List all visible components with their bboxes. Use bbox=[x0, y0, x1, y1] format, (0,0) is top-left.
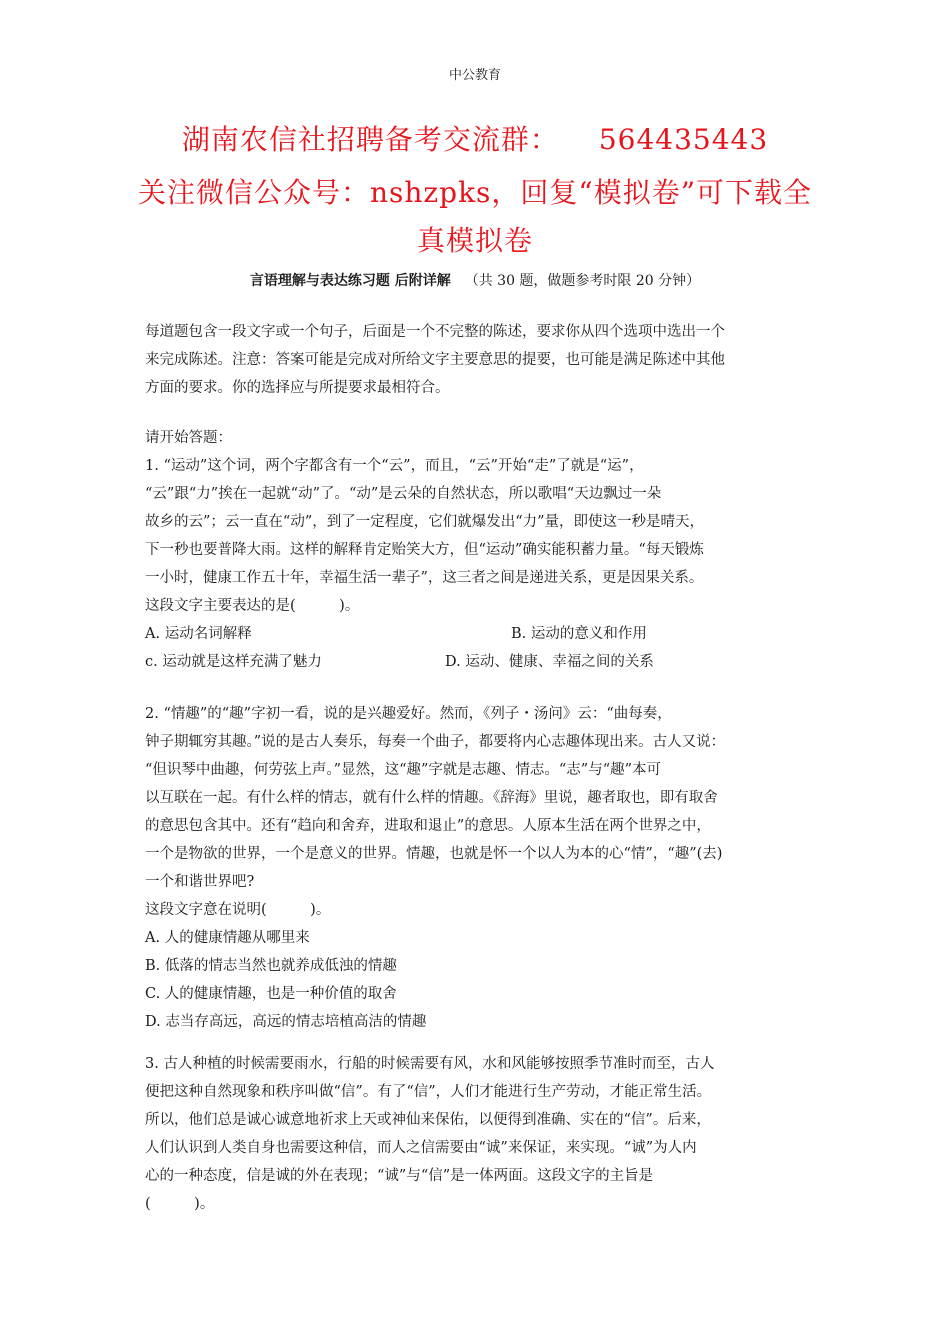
question-stem: 这段文字意在说明( )。 bbox=[145, 902, 331, 918]
question-line: 心的一种态度，信是诚的外在表现；“诚”与“信”是一体两面。这段文字的主旨是 bbox=[145, 1168, 654, 1184]
option-b: B. 低落的情志当然也就养成低浊的情趣 bbox=[145, 958, 397, 974]
options-row bbox=[145, 620, 815, 648]
options-row bbox=[145, 648, 815, 676]
option-c: C. 人的健康情趣，也是一种价值的取舍 bbox=[145, 986, 397, 1002]
start-prompt: 请开始答题： bbox=[145, 430, 232, 446]
question-line: 2. “情趣”的“趣”字初一看，说的是兴趣爱好。然而，《列子・汤问》云：“曲每奏， bbox=[145, 706, 672, 722]
question-stem: 这段文字主要表达的是( )。 bbox=[145, 598, 360, 614]
question-line: 所以，他们总是诚心诚意地祈求上天或神仙来保佑，以便得到准确、实在的“信”。后来， bbox=[145, 1112, 711, 1128]
exercise-subtitle bbox=[0, 270, 950, 290]
banner-mock-paper-line: 真模拟卷 bbox=[416, 224, 533, 257]
question-1 bbox=[145, 424, 815, 676]
option-d: D. 志当存高远，高远的情志培植高洁的情趣 bbox=[145, 1014, 427, 1030]
option-a: A. 人的健康情趣从哪里来 bbox=[145, 930, 310, 946]
question-3 bbox=[145, 1050, 815, 1218]
question-2 bbox=[145, 700, 815, 1036]
question-line: 人们认识到人类自身也需要这种信，而人之信需要由“诚”来保证，来实现。“诚”为人内 bbox=[145, 1140, 697, 1156]
question-line: 1. “运动”这个词，两个字都含有一个“云”，而且，“云”开始“走”了就是“运”， bbox=[145, 458, 644, 474]
question-line: 以互联在一起。有什么样的情志，就有什么样的情趣。《辞海》里说，趣者取也，即有取舍 bbox=[145, 790, 718, 806]
instruction-line: 方面的要求。你的选择应与所提要求最相符合。 bbox=[145, 380, 450, 396]
banner-wechat-line: 关注微信公众号：nshzpks，回复“模拟卷”可下载全 bbox=[137, 176, 813, 209]
question-line: 的意思包含其中。还有“趋向和舍弃，进取和退止”的意思。人原本生活在两个世界之中， bbox=[145, 818, 711, 834]
question-line: 故乡的云”；云一直在“动”，到了一定程度，它们就爆发出“力”量，即使这一秒是晴天， bbox=[145, 514, 705, 530]
banner-group-text: 湖南农信社招聘备考交流群： bbox=[181, 123, 559, 156]
question-line: 下一秒也要普降大雨。这样的解释肯定贻笑大方，但“运动”确实能积蓄力量。“每天锻炼 bbox=[145, 542, 704, 558]
question-line: 便把这种自然现象和秩序叫做“信”。有了“信”，人们才能进行生产劳动，才能正常生活。 bbox=[145, 1084, 712, 1100]
question-line: 一个是物欲的世界，一个是意义的世界。情趣，也就是怀一个以人为本的心“情”，“趣”(去) bbox=[145, 846, 723, 862]
question-line: “但识琴中曲趣，何劳弦上声。”显然，这“趣”字就是志趣、情志。“志”与“趣”本可 bbox=[145, 762, 662, 778]
question-stem: ( )。 bbox=[145, 1196, 215, 1212]
instruction-line: 来完成陈述。注意：答案可能是完成对所给文字主要意思的提要，也可能是满足陈述中其他 bbox=[145, 352, 725, 368]
instruction-line: 每道题包含一段文字或一个句子，后面是一个不完整的陈述，要求你从四个选项中选出一个 bbox=[145, 324, 725, 340]
exercise-title: 言语理解与表达练习题 后附详解 bbox=[249, 273, 451, 289]
page-header: 中公教育 bbox=[448, 68, 501, 83]
option-a: A. 运动名词解释 bbox=[145, 626, 252, 642]
option-b: B. 运动的意义和作用 bbox=[511, 626, 647, 642]
exercise-time-note: （共 30 题，做题参考时限 20 分钟） bbox=[464, 273, 701, 289]
option-c: c. 运动就是这样充满了魅力 bbox=[145, 654, 322, 670]
option-d: D. 运动、健康、幸福之间的关系 bbox=[445, 654, 654, 670]
question-line: 一个和谐世界吧? bbox=[145, 874, 255, 890]
question-line: 一小时，健康工作五十年，幸福生活一辈子”，这三者之间是递进关系，更是因果关系。 bbox=[145, 570, 704, 586]
banner-group-number: 564435443 bbox=[598, 123, 769, 156]
question-line: “云”跟“力”挨在一起就“动”了。“动”是云朵的自然状态，所以歌唱“天边飘过一朵 bbox=[145, 486, 662, 502]
recruit-group-banner bbox=[120, 113, 830, 167]
question-line: 3. 古人种植的时候需要雨水，行船的时候需要有风，水和风能够按照季节准时而至，古人 bbox=[145, 1056, 715, 1072]
question-line: 钟子期辄穷其趣。”说的是古人奏乐，每奏一个曲子，都要将内心志趣体现出来。古人又说： bbox=[145, 734, 726, 750]
instructions bbox=[145, 318, 815, 402]
